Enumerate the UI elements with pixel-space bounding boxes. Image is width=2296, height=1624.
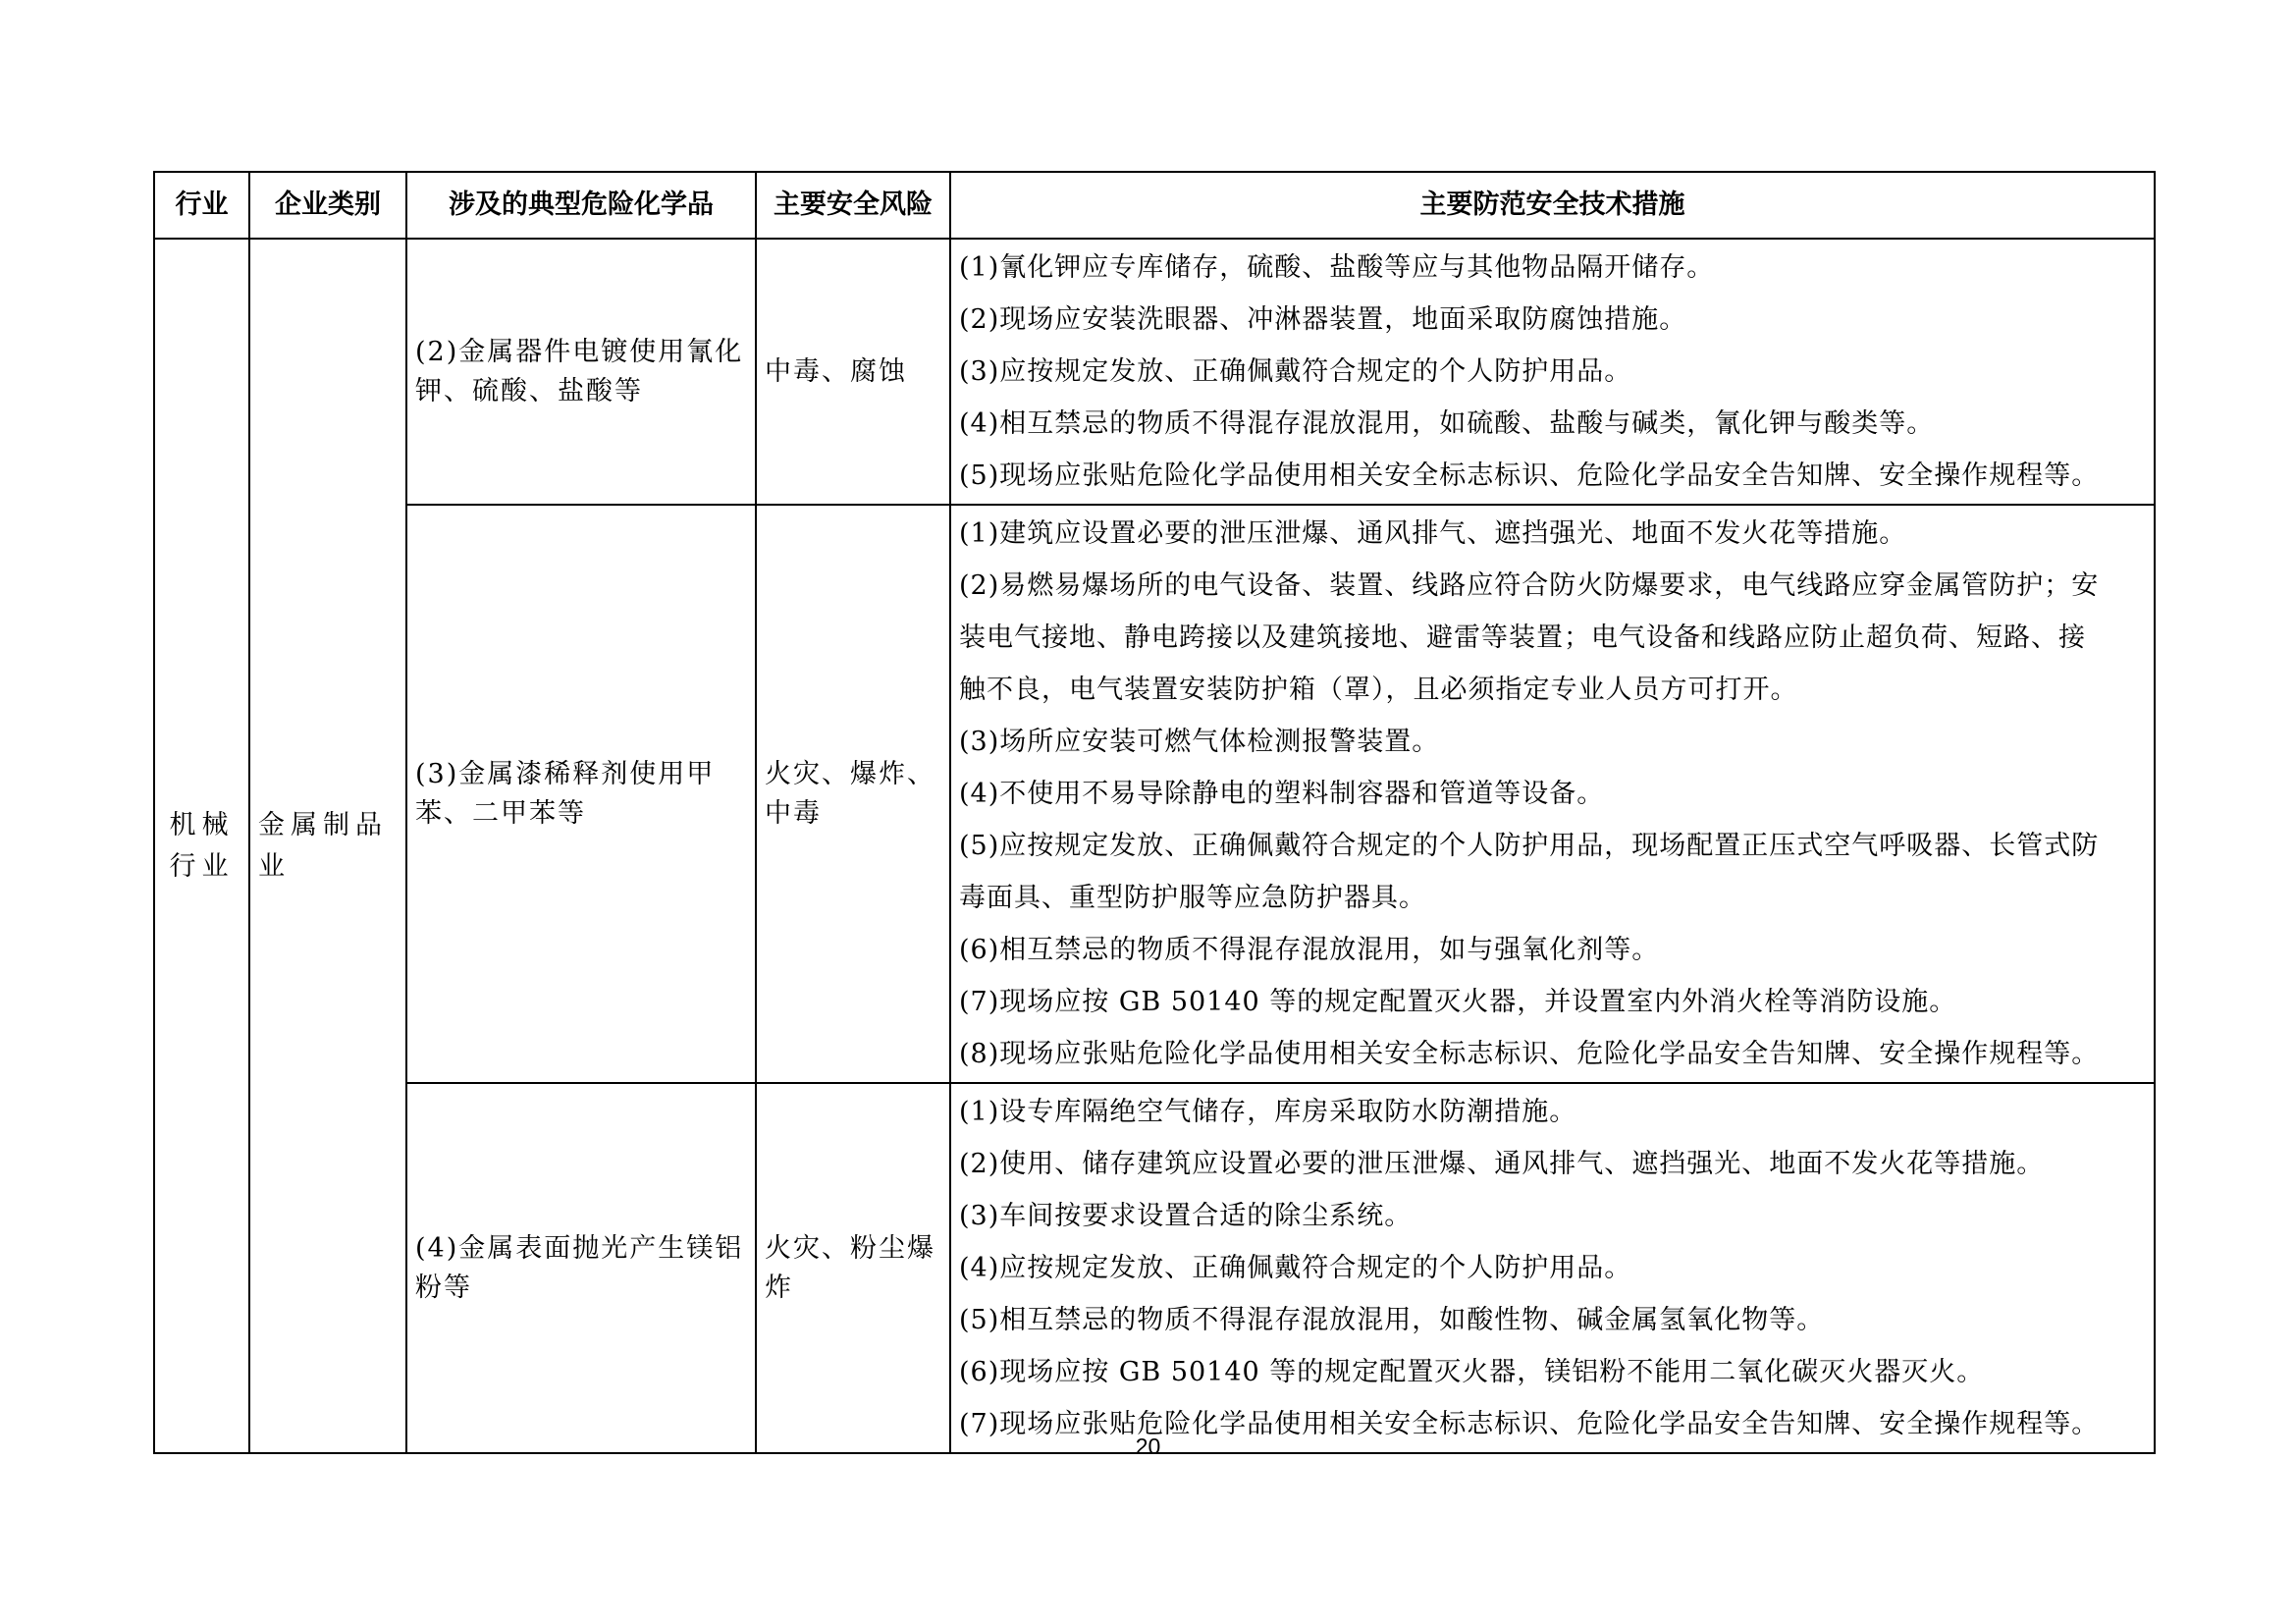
measure-item: 装电气接地、静电跨接以及建筑接地、避雷等装置；电气设备和线路应防止超负荷、短路、接 — [959, 623, 2086, 653]
measure-item: (8)现场应张贴危险化学品使用相关安全标志标识、危险化学品安全告知牌、安全操作规程等。 — [959, 1039, 2100, 1069]
measure-item: (6)现场应按 GB 50140 等的规定配置灭火器，镁铝粉不能用二氧化碳灭火器灭火。 — [959, 1357, 1985, 1387]
measure-item: (4)相互禁忌的物质不得混存混放混用，如硫酸、盐酸与碱类，氰化钾与酸类等。 — [959, 408, 1935, 439]
measure-item: (7)现场应张贴危险化学品使用相关安全标志标识、危险化学品安全告知牌、安全操作规程等。 — [959, 1409, 2100, 1439]
measure-item: (5)应按规定发放、正确佩戴符合规定的个人防护用品，现场配置正压式空气呼吸器、长管式防 — [959, 831, 2100, 861]
measure-item: (1)建筑应设置必要的泄压泄爆、通风排气、遮挡强光、地面不发火花等措施。 — [959, 518, 1907, 549]
header-chemicals: 涉及的典型危险化学品 — [406, 172, 756, 239]
table-row — [154, 239, 2155, 505]
measure-item: (3)场所应安装可燃气体检测报警装置。 — [959, 727, 1440, 757]
risks-cell: 火灾、粉尘爆炸 — [756, 1083, 950, 1453]
measures-cell — [950, 1083, 2155, 1453]
measure-item: (4)不使用不易导除静电的塑料制容器和管道等设备。 — [959, 779, 1605, 809]
chemicals-cell: (3)金属漆稀释剂使用甲苯、二甲苯等 — [406, 505, 756, 1083]
header-risks: 主要安全风险 — [756, 172, 950, 239]
table-row — [154, 1083, 2155, 1453]
measure-item: 触不良，电气装置安装防护箱（罩），且必须指定专业人员方可打开。 — [959, 675, 1798, 705]
measure-item: (7)现场应按 GB 50140 等的规定配置灭火器，并设置室内外消火栓等消防设施。 — [959, 987, 1957, 1017]
measure-item: (1)设专库隔绝空气储存，库房采取防水防潮措施。 — [959, 1097, 1577, 1127]
measure-item: (3)应按规定发放、正确佩戴符合规定的个人防护用品。 — [959, 356, 1632, 387]
measure-item: (5)现场应张贴危险化学品使用相关安全标志标识、危险化学品安全告知牌、安全操作规程等。 — [959, 460, 2100, 491]
chemicals-cell: (2)金属器件电镀使用氰化钾、硫酸、盐酸等 — [406, 239, 756, 505]
chemicals-cell: (4)金属表面抛光产生镁铝粉等 — [406, 1083, 756, 1453]
measure-item: 毒面具、重型防护服等应急防护器具。 — [959, 883, 1426, 913]
header-industry: 行业 — [154, 172, 249, 239]
page-number: 20 — [1135, 1434, 1161, 1459]
measure-item: (4)应按规定发放、正确佩戴符合规定的个人防护用品。 — [959, 1253, 1632, 1283]
header-measures: 主要防范安全技术措施 — [950, 172, 2155, 239]
measure-item: (1)氰化钾应专库储存，硫酸、盐酸等应与其他物品隔开储存。 — [959, 252, 1715, 283]
measures-cell — [950, 239, 2155, 505]
category-cell: 金属制品业 — [249, 239, 406, 1453]
measure-item: (6)相互禁忌的物质不得混存混放混用，如与强氧化剂等。 — [959, 935, 1660, 965]
table-header-row — [154, 172, 2155, 239]
measure-item: (5)相互禁忌的物质不得混存混放混用，如酸性物、碱金属氢氧化物等。 — [959, 1305, 1825, 1335]
measure-item: (3)车间按要求设置合适的除尘系统。 — [959, 1201, 1413, 1231]
measure-item: (2)使用、储存建筑应设置必要的泄压泄爆、通风排气、遮挡强光、地面不发火花等措施。 — [959, 1149, 2045, 1179]
risks-cell: 火灾、爆炸、中毒 — [756, 505, 950, 1083]
table-row — [154, 505, 2155, 1083]
industry-cell: 机械行业 — [154, 239, 249, 1453]
measure-item: (2)现场应安装洗眼器、冲淋器装置，地面采取防腐蚀措施。 — [959, 304, 1687, 335]
measures-cell — [950, 505, 2155, 1083]
risks-cell: 中毒、腐蚀 — [756, 239, 950, 505]
header-category: 企业类别 — [249, 172, 406, 239]
measure-item: (2)易燃易爆场所的电气设备、装置、线路应符合防火防爆要求，电气线路应穿金属管防护；安 — [959, 570, 2100, 601]
table-body — [154, 239, 2155, 1453]
hazard-measures-table — [153, 171, 2156, 1454]
